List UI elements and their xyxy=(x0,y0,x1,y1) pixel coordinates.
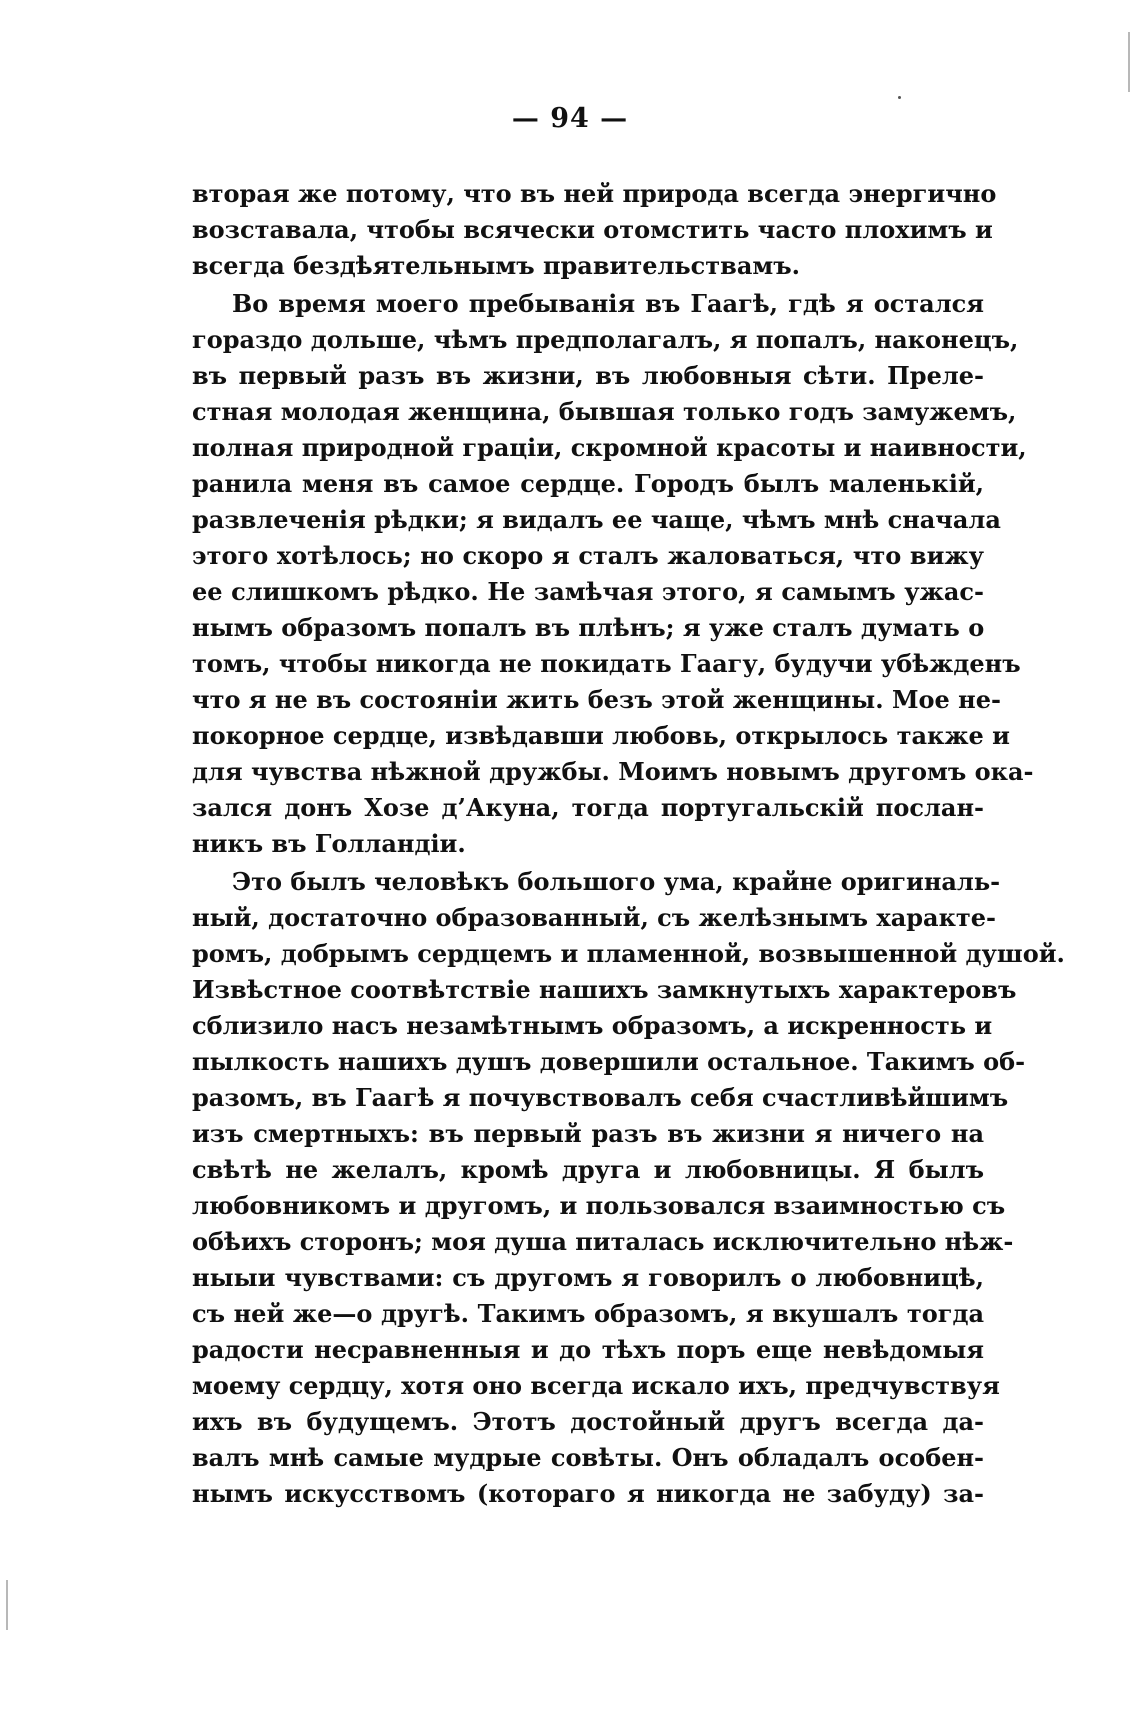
text-line: ранила меня въ самое сердце. Городъ былъ маленькій, xyxy=(192,469,984,498)
text-line: моему сердцу, хотя оно всегда искало ихъ, предчувствуя xyxy=(192,1371,1000,1400)
scan-edge-mark-bottom xyxy=(6,1580,8,1630)
text-line: изъ смертныхъ: въ первый разъ въ жизни я ничего на xyxy=(192,1119,984,1148)
text-line: Это былъ человѣкъ большого ума, крайне оригиналь- xyxy=(232,867,1001,896)
text-line: свѣтѣ не желалъ, кромѣ друга и любовницы. Я былъ xyxy=(192,1155,984,1184)
text-line: никъ въ Голландіи. xyxy=(192,829,466,858)
text-line: томъ, чтобы никогда не покидать Гаагу, будучи убѣжденъ xyxy=(192,649,1021,678)
text-line: ныыи чувствами: съ другомъ я говорилъ о любовницѣ, xyxy=(192,1263,984,1292)
text-line: ихъ въ будущемъ. Этотъ достойный другъ всегда да- xyxy=(192,1407,984,1436)
text-line: полная природной граціи, скромной красоты и наивности, xyxy=(192,433,1027,462)
paragraph xyxy=(192,864,1065,1512)
text-line: ный, достаточно образованный, съ желѣзнымъ характе- xyxy=(192,903,997,932)
text-line: зался донъ Хозе д’Акуна, тогда португальскій послан- xyxy=(192,793,984,822)
text-line: валъ мнѣ самые мудрые совѣты. Онъ обладалъ особен- xyxy=(192,1443,984,1472)
paragraph xyxy=(192,176,997,284)
text-line: стная молодая женщина, бывшая только годъ замужемъ, xyxy=(192,397,1017,426)
page-number: — 94 — xyxy=(511,103,629,134)
text-line: всегда бездѣятельнымъ правительствамъ. xyxy=(192,251,801,280)
text-line: ромъ, добрымъ сердцемъ и пламенной, возвышенной душой. xyxy=(192,939,1065,968)
text-line: ее слишкомъ рѣдко. Не замѣчая этого, я самымъ ужас- xyxy=(192,577,984,606)
body-text xyxy=(192,176,1065,1512)
text-line: любовникомъ и другомъ, и пользовался взаимностью съ xyxy=(192,1191,1006,1220)
text-line: покорное сердце, извѣдавши любовь, открылось также и xyxy=(192,721,1010,750)
text-line: обѣихъ сторонъ; моя душа питалась исключительно нѣж- xyxy=(192,1227,1014,1256)
text-line: пылкость нашихъ душъ довершили остальное. Такимъ об- xyxy=(192,1047,1026,1076)
text-line: разомъ, въ Гаагѣ я почувствовалъ себя счастливѣйшимъ xyxy=(192,1083,1009,1112)
text-line: возставала, чтобы всячески отомстить часто плохимъ и xyxy=(192,215,993,244)
text-line: въ первый разъ въ жизни, въ любовныя сѣти. Преле- xyxy=(192,361,984,390)
text-line: для чувства нѣжной дружбы. Моимъ новымъ другомъ ока- xyxy=(192,757,1034,786)
scan-edge-mark-top xyxy=(1128,32,1130,92)
text-line: радости несравненныя и до тѣхъ поръ еще невѣдомыя xyxy=(192,1335,984,1364)
text-line: Извѣстное соотвѣтствіе нашихъ замкнутыхъ характеровъ xyxy=(192,975,1017,1004)
paragraph xyxy=(192,286,1034,862)
text-line: гораздо дольше, чѣмъ предполагалъ, я попалъ, наконецъ, xyxy=(192,325,1019,354)
text-line: этого хотѣлось; но скоро я сталъ жаловаться, что вижу xyxy=(192,541,984,570)
scan-speck xyxy=(898,96,901,99)
text-line: что я не въ состояніи жить безъ этой женщины. Мое не- xyxy=(192,685,1001,714)
text-line: съ ней же—о другѣ. Такимъ образомъ, я вкушалъ тогда xyxy=(192,1299,984,1328)
text-line: нымъ образомъ попалъ въ плѣнъ; я уже сталъ думать о xyxy=(192,613,985,642)
text-line: развлеченія рѣдки; я видалъ ее чаще, чѣмъ мнѣ сначала xyxy=(192,505,1001,534)
text-line: Во время моего пребыванія въ Гаагѣ, гдѣ я остался xyxy=(232,289,984,318)
text-line: нымъ искусствомъ (котораго я никогда не забуду) за- xyxy=(192,1479,984,1508)
text-line: вторая же потому, что въ ней природа всегда энергично xyxy=(192,179,997,208)
text-line: сблизило насъ незамѣтнымъ образомъ, а искренность и xyxy=(192,1011,993,1040)
